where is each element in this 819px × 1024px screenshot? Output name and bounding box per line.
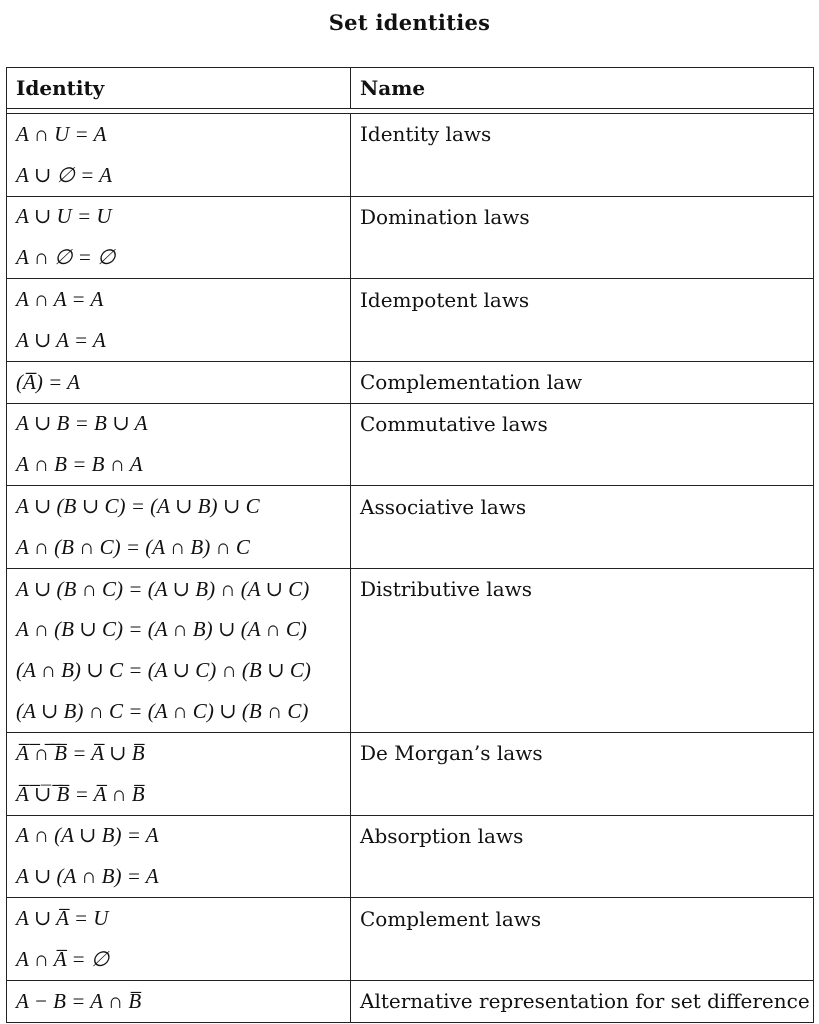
name-cell: [351, 279, 813, 361]
name-cell: [351, 981, 813, 1022]
identity-cell: [7, 733, 351, 815]
law-name: De Morgan’s laws: [360, 741, 543, 766]
table-body: [7, 114, 813, 1022]
identity-cell: [7, 362, 351, 403]
identity-equation: A ∪ A̅ = U: [16, 906, 109, 931]
table-row: [7, 981, 813, 1022]
identity-cell: [7, 114, 351, 196]
law-name: Absorption laws: [360, 823, 524, 848]
identity-equation: A ∩ A = A: [16, 287, 104, 312]
table-header-row: [7, 68, 813, 109]
identity-equation: (A̅̅) = A: [16, 369, 80, 394]
identity-equation: A ∩ (A ∪ B) = A: [16, 823, 159, 848]
table-row: [7, 362, 813, 404]
identity-equation: A̅ ̅∪̅ ̅B̅ = A̅ ∩ B̅: [16, 781, 145, 806]
table-row: [7, 898, 813, 981]
table-row: [7, 816, 813, 899]
name-cell: [351, 362, 813, 403]
law-name: Domination laws: [360, 204, 530, 229]
identity-cell: [7, 404, 351, 486]
name-cell: [351, 404, 813, 486]
identity-cell: [7, 279, 351, 361]
identity-equation: A ∪ U = U: [16, 204, 112, 229]
identity-equation: (A ∪ B) ∩ C = (A ∩ C) ∪ (B ∩ C): [16, 699, 309, 724]
identity-cell: [7, 816, 351, 898]
identity-equation: A ∩ B = B ∩ A: [16, 452, 143, 477]
identity-equation: A − B = A ∩ B̅: [16, 988, 142, 1013]
identity-column-header: Identity: [7, 68, 351, 108]
identity-equation: A ∩ U = A: [16, 121, 107, 146]
table-row: [7, 569, 813, 733]
law-name: Complement laws: [360, 906, 542, 931]
identity-cell: [7, 569, 351, 732]
identity-equation: A ∩ (B ∪ C) = (A ∩ B) ∪ (A ∩ C): [16, 617, 307, 642]
law-name: Associative laws: [360, 494, 527, 519]
identity-equation: (A ∩ B) ∪ C = (A ∪ C) ∩ (B ∪ C): [16, 658, 311, 683]
identity-cell: [7, 486, 351, 568]
law-name: Identity laws: [360, 122, 492, 147]
table-row: [7, 114, 813, 197]
name-cell: [351, 816, 813, 898]
table-row: [7, 404, 813, 487]
name-column-header: Name: [360, 76, 426, 100]
law-name: Commutative laws: [360, 411, 548, 436]
identity-equation: A ∪ (B ∪ C) = (A ∪ B) ∪ C: [16, 494, 260, 519]
table-row: [7, 486, 813, 569]
name-cell: [351, 733, 813, 815]
identity-equation: A ∩ A̅ = ∅: [16, 946, 110, 971]
identity-equation: A ∪ B = B ∪ A: [16, 411, 148, 436]
identity-equation: A ∪ (A ∩ B) = A: [16, 864, 159, 889]
name-cell: [351, 898, 813, 980]
table-row: [7, 197, 813, 280]
identity-cell: [7, 197, 351, 279]
identity-cell: [7, 981, 351, 1022]
identity-equation: A ∪ ∅ = A: [16, 162, 112, 187]
law-name: Complementation law: [360, 370, 583, 395]
law-name: Alternative representation for set difference: [360, 989, 810, 1014]
name-cell: [351, 197, 813, 279]
identity-equation: A ∪ (B ∩ C) = (A ∪ B) ∩ (A ∪ C): [16, 576, 310, 601]
name-cell: [351, 569, 813, 732]
identity-cell: [7, 898, 351, 980]
identity-equation: A ∪ A = A: [16, 327, 106, 352]
law-name: Distributive laws: [360, 577, 533, 602]
name-cell: [351, 486, 813, 568]
identity-equation: A ∩ (B ∩ C) = (A ∩ B) ∩ C: [16, 534, 250, 559]
law-name: Idempotent laws: [360, 287, 530, 312]
name-cell: [351, 114, 813, 196]
identity-equation: A ∩ ∅ = ∅: [16, 245, 116, 270]
page-title: Set identities: [328, 10, 491, 35]
table-row: [7, 733, 813, 816]
set-identities-table: [6, 67, 814, 1023]
table-row: [7, 279, 813, 362]
identity-equation: A̅ ̅∩̅ ̅B̅ = A̅ ∪ B̅: [16, 740, 145, 765]
